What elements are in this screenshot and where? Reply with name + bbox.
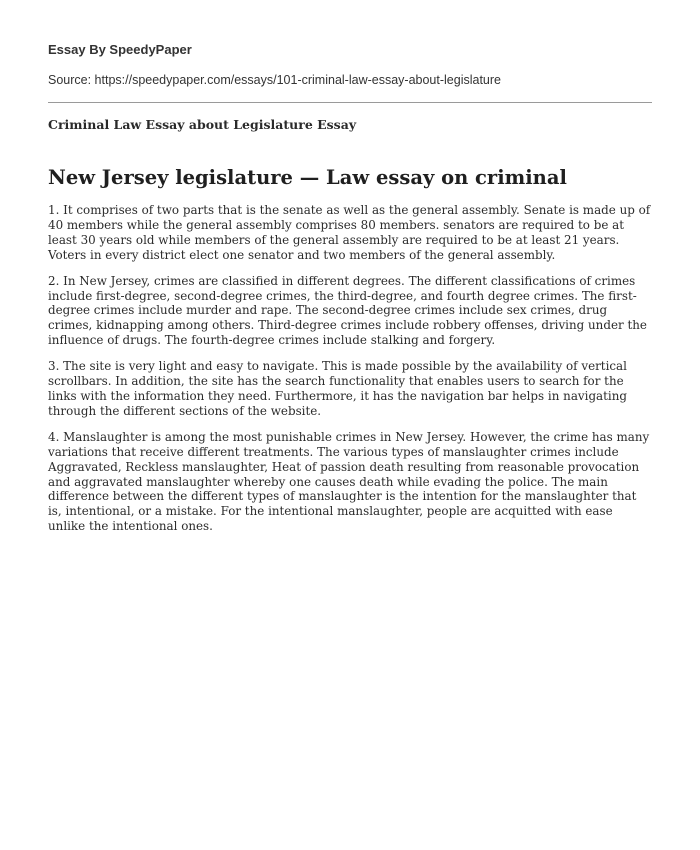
paragraph-3: 3. The site is very light and easy to navigate. This is made possible by the availability of vertical scrollbars. In addition, the site has the search functionality that enables users to search for the links with the information they need. Furthermore, it has the navigation bar helps in navigating through the different sections of the website. [48, 359, 627, 418]
document-subtitle: Criminal Law Essay about Legislature Essay [48, 117, 357, 132]
brand-label: Essay By SpeedyPaper [48, 42, 192, 57]
source-line: Source: https://speedypaper.com/essays/101-criminal-law-essay-about-legislature [48, 73, 501, 87]
header-divider [48, 102, 652, 103]
paragraph-2: 2. In New Jersey, crimes are classified in different degrees. The different classifications of crimes include first-degree, second-degree crimes, the third-degree, and fourth degree crimes. The first-degree crimes include murder and rape. The second-degree crimes include sex crimes, drug crimes, kidnapping among others. Third-degree crimes include robbery offenses, driving under the influence of drugs. The fourth-degree crimes include stalking and forgery. [48, 273, 647, 348]
essay-body [48, 203, 652, 534]
paragraph-1: 1. It comprises of two parts that is the senate as well as the general assembly. Senate is made up of 40 members while the general assembly comprises 80 members. senators are required to be at least 30 years old while members of the general assembly are required to be at least 21 years. Voters in every district elect one senator and two members of the general assembly. [48, 203, 651, 262]
essay-title: New Jersey legislature — Law essay on criminal [48, 166, 567, 189]
paragraph-4: 4. Manslaughter is among the most punishable crimes in New Jersey. However, the crime has many variations that receive different treatments. The various types of manslaughter crimes include Aggravated, Reckless manslaughter, Heat of passion death resulting from reasonable provocation and aggravated manslaughter whereby one causes death while evading the police. The main difference between the different types of manslaughter is the intention for the manslaughter that is, intentional, or a mistake. For the intentional manslaughter, people are acquitted with ease unlike the intentional ones. [48, 429, 650, 534]
